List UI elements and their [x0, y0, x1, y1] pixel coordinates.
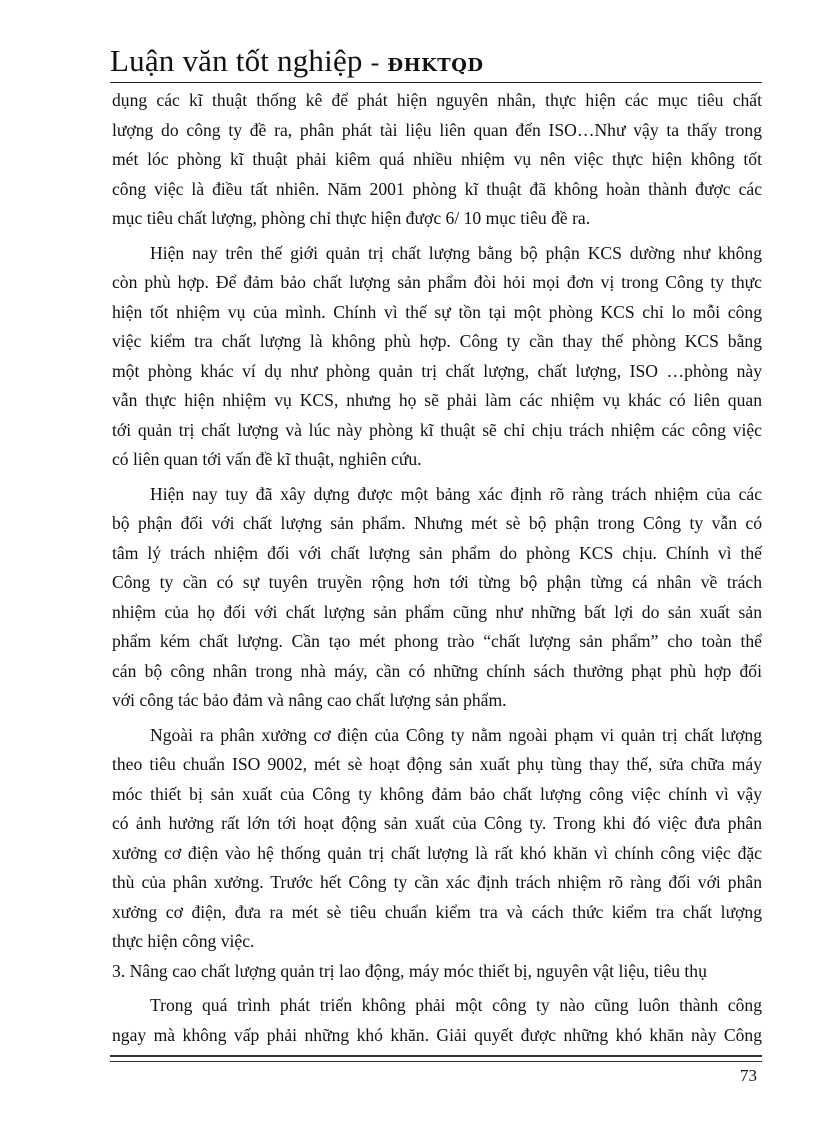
university-abbr: ĐHKTQD [387, 55, 484, 76]
text-line: nhiệm của họ đối với chất lượng sản phẩm cũng như những bất lợi do sản xuất sản [112, 601, 762, 622]
text-line: xưởng cơ điện vào hệ thống quản trị chất lượng là rất khó khăn vì chính công việc đặc [112, 842, 762, 863]
text-line: còn phù hợp. Để đảm bảo chất lượng sản phẩm đòi hỏi mọi đơn vị trong Công ty thực [112, 272, 762, 292]
text-line: cán bộ công nhân trong nhà máy, cần có những chính sách thưởng phạt phù hợp đối [112, 660, 762, 681]
text-line: bộ phận đối với chất lượng sản phẩm. Nhưng mét sè bộ phận trong Công ty vẫn có [112, 513, 762, 533]
text-line: tâm lý trách nhiệm đối với chất lượng sản phẩm do phòng KCS chịu. Chính vì thế [112, 542, 762, 563]
thesis-title: Luận văn tốt nghiệp [110, 43, 363, 78]
text-line: hiện tốt nhiệm vụ của mình. Chính vì thế sự tồn tại một phòng KCS chỉ lo mỗi công [112, 301, 762, 322]
footer-rule-thin [110, 1061, 762, 1062]
text-line: ngay mà không vấp phải những khó khăn. Giải quyết được những khó khăn này Công [112, 1024, 762, 1045]
text-line: việc kiểm tra chất lượng là không phù hợp. Công ty cần thay thế phòng KCS bằng [112, 331, 762, 351]
header-title [110, 42, 484, 85]
text-line: một phòng khác ví dụ như phòng quản trị chất lượng, chất lượng, ISO …phòng này [112, 360, 762, 381]
footer-rule [110, 1055, 762, 1057]
paragraph [112, 721, 762, 957]
paragraph [112, 991, 762, 1050]
text-line: phẩm kém chất lượng. Cần tạo mét phong trào “chất lượng sản phẩm” cho toàn thể [112, 631, 762, 651]
page-header [110, 42, 762, 82]
body-text [112, 86, 762, 1050]
text-line: mét lóc phòng kĩ thuật phải kiêm quá nhiều nhiệm vụ nên việc thực hiện không tốt [112, 149, 762, 169]
text-line: tới quản trị chất lượng và lúc này phòng kĩ thuật sẽ chỉ chịu trách nhiệm các công việc [112, 419, 762, 440]
text-line: lượng do công ty đề ra, phân phát tài liệu liên quan đến ISO…Như vậy ta thấy trong [112, 119, 762, 140]
header-rule [110, 82, 762, 83]
text-line: Hiện nay tuy đã xây dựng được một bảng xác định rõ ràng trách nhiệm của các [150, 483, 762, 504]
text-line: với công tác bảo đảm và nâng cao chất lượng sản phẩm. [112, 690, 507, 710]
paragraph [112, 480, 762, 716]
section-heading: 3. Nâng cao chất lượng quản trị lao động, máy móc thiết bị, nguyên vật liệu, tiêu thụ [112, 960, 707, 981]
text-line: móc thiết bị sản xuất của Công ty không đảm bảo chất lượng công việc chính vì vậy [112, 783, 762, 804]
text-line: mục tiêu chất lượng, phòng chỉ thực hiện được 6/ 10 mục tiêu đề ra. [112, 208, 591, 228]
text-line: có liên quan tới vấn đề kĩ thuật, nghiên cứu. [112, 449, 422, 469]
text-line: thù của phân xưởng. Trước hết Công ty cần xác định trách nhiệm rõ ràng đối với phân [112, 872, 762, 892]
page-number: 73 [740, 1066, 757, 1085]
text-line: Trong quá trình phát triển không phải một công ty nào cũng luôn thành công [150, 995, 762, 1015]
text-line: xưởng cơ điện, đưa ra mét sè tiêu chuẩn kiểm tra và cách thức kiểm tra chất lượng [112, 901, 762, 922]
text-line: có ảnh hưởng rất lớn tới hoạt động sản xuất của Công ty. Trong khi đó việc đưa phân [112, 813, 762, 833]
paragraph [112, 86, 762, 234]
text-line: Ngoài ra phân xưởng cơ điện của Công ty nằm ngoài phạm vi quản trị chất lượng [150, 724, 762, 745]
text-line: dụng các kĩ thuật thống kê để phát hiện nguyên nhân, thực hiện các mục tiêu chất [112, 90, 762, 110]
header-separator: - [370, 48, 380, 77]
text-line: Công ty cần có sự tuyên truyền rộng hơn tới từng bộ phận từng cá nhân về trách [112, 572, 762, 592]
text-line: Hiện nay trên thế giới quản trị chất lượng bằng bộ phận KCS dường như không [150, 242, 762, 263]
text-line: thực hiện công việc. [112, 931, 255, 951]
text-line: công việc là điều tất nhiên. Năm 2001 phòng kĩ thuật đã không hoàn thành được các [112, 178, 762, 199]
paragraph [112, 239, 762, 475]
text-line: theo tiêu chuẩn ISO 9002, mét sè hoạt động sản xuất phụ tùng thay thế, sửa chữa máy [112, 754, 762, 774]
text-line: vẫn thực hiện nhiệm vụ KCS, nhưng họ sẽ phải làm các nhiệm vụ khác có liên quan [112, 390, 762, 410]
